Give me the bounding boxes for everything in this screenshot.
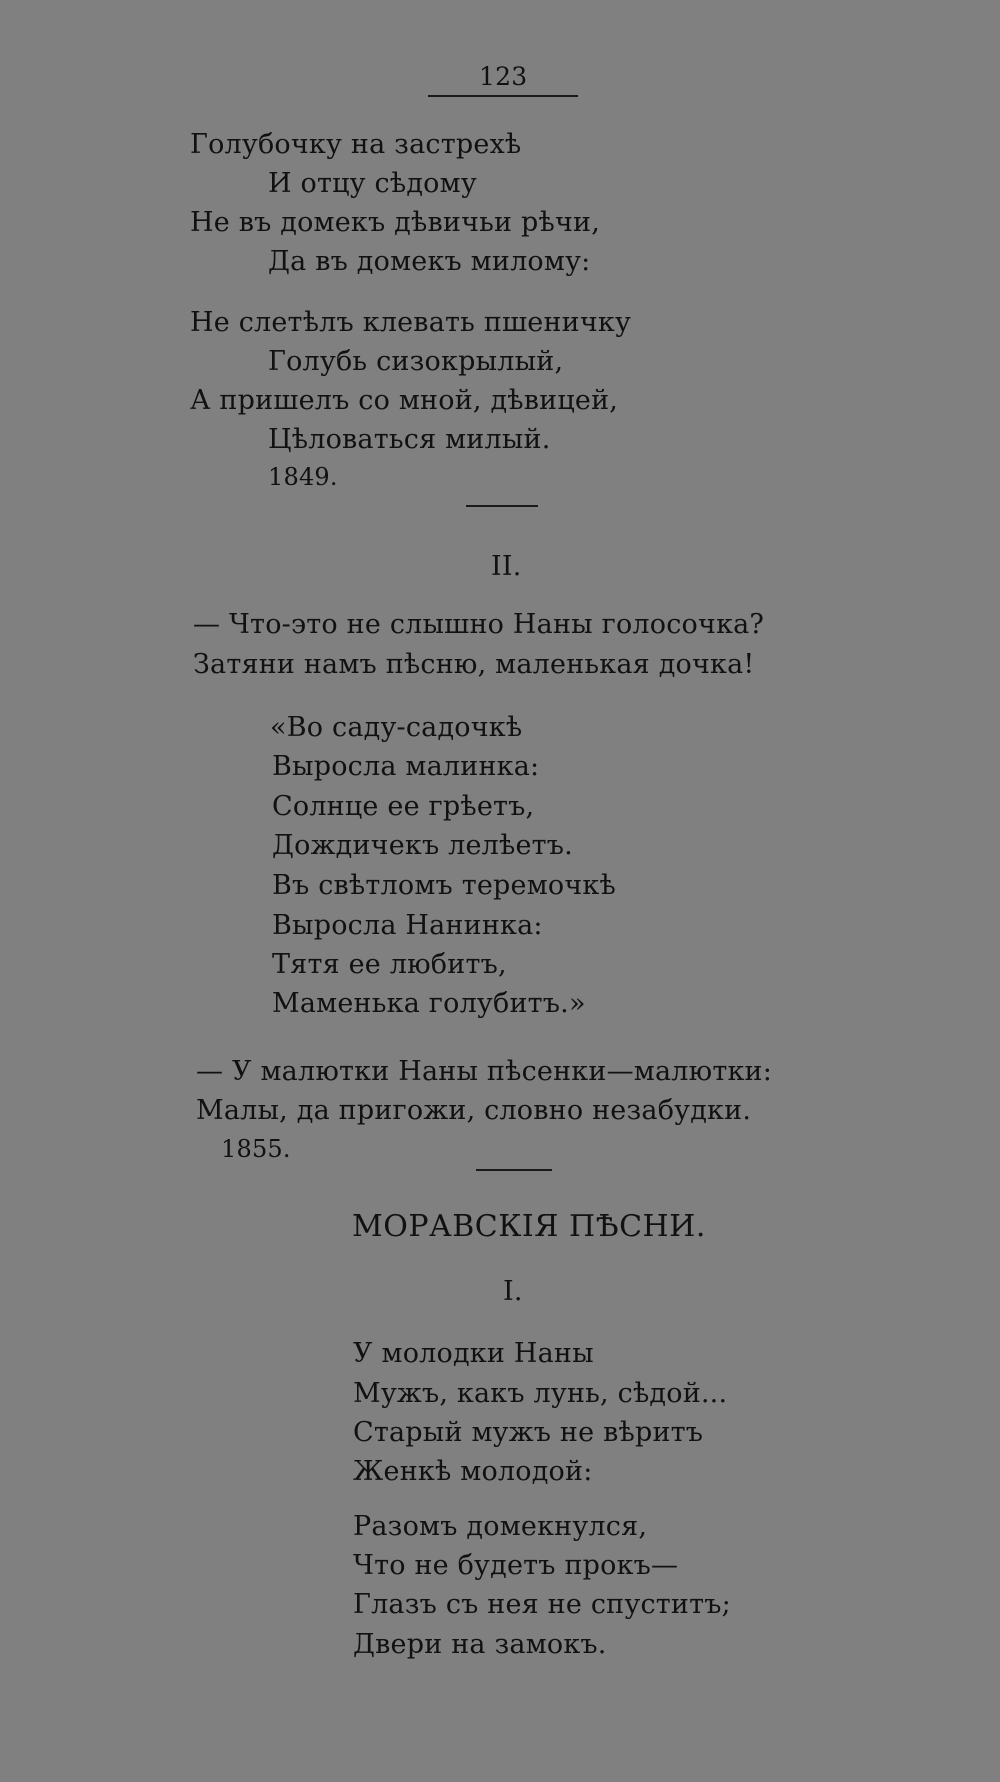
verse-line: — У малютки Наны пѣсенки—малютки: bbox=[196, 1056, 773, 1087]
section-divider bbox=[466, 505, 538, 507]
verse-line: Женкѣ молодой: bbox=[353, 1456, 593, 1487]
song-line: Въ свѣтломъ теремочкѣ bbox=[272, 870, 616, 901]
verse-line: Голубочку на застрехѣ bbox=[190, 129, 522, 160]
song-line: Солнце ее грѣетъ, bbox=[272, 791, 535, 822]
verse-line: А пришелъ со мной, дѣвицей, bbox=[190, 385, 619, 416]
song-line: Выросла Нанинка: bbox=[272, 910, 543, 941]
verse-line: Голубь сизокрылый, bbox=[268, 346, 564, 377]
verse-line: Разомъ домекнулся, bbox=[353, 1511, 648, 1542]
verse-line: Старый мужъ не вѣритъ bbox=[353, 1417, 704, 1448]
verse-line: Цѣловаться милый. bbox=[268, 424, 551, 455]
verse-line: Мужъ, какъ лунь, сѣдой... bbox=[353, 1378, 728, 1409]
section-numeral: II. bbox=[491, 551, 522, 582]
verse-line: Да въ домекъ милому: bbox=[268, 246, 591, 277]
verse-line: Не слетѣлъ клевать пшеничку bbox=[190, 307, 632, 338]
verse-line: Двери на замокъ. bbox=[353, 1629, 607, 1660]
section-heading: МОРАВСКІЯ ПѢСНИ. bbox=[352, 1209, 706, 1244]
verse-line: И отцу сѣдому bbox=[268, 168, 477, 199]
section-numeral: I. bbox=[503, 1276, 523, 1307]
poem-year: 1855. bbox=[221, 1135, 291, 1163]
poem-year: 1849. bbox=[268, 463, 338, 491]
verse-line: Затяни намъ пѣсню, маленькая дочка! bbox=[193, 649, 755, 680]
song-line: «Во саду-садочкѣ bbox=[270, 712, 523, 743]
song-line: Маменька голубитъ.» bbox=[272, 988, 586, 1019]
verse-line: Не въ домекъ дѣвичьи рѣчи, bbox=[190, 207, 600, 238]
page-number: 123 bbox=[479, 62, 528, 91]
verse-line: У молодки Наны bbox=[353, 1338, 594, 1369]
song-line: Дождичекъ лелѣетъ. bbox=[272, 830, 573, 861]
verse-line: Глазъ съ нея не спуститъ; bbox=[353, 1589, 731, 1620]
verse-line: Что не будетъ прокъ— bbox=[353, 1550, 679, 1581]
verse-line: Малы, да пригожи, словно незабудки. bbox=[196, 1095, 752, 1126]
page-number-underline bbox=[428, 95, 578, 97]
song-line: Тятя ее любитъ, bbox=[272, 949, 507, 980]
song-line: Выросла малинка: bbox=[272, 751, 540, 782]
verse-line: — Что-это не слышно Наны голосочка? bbox=[193, 609, 765, 640]
section-divider bbox=[476, 1169, 552, 1171]
